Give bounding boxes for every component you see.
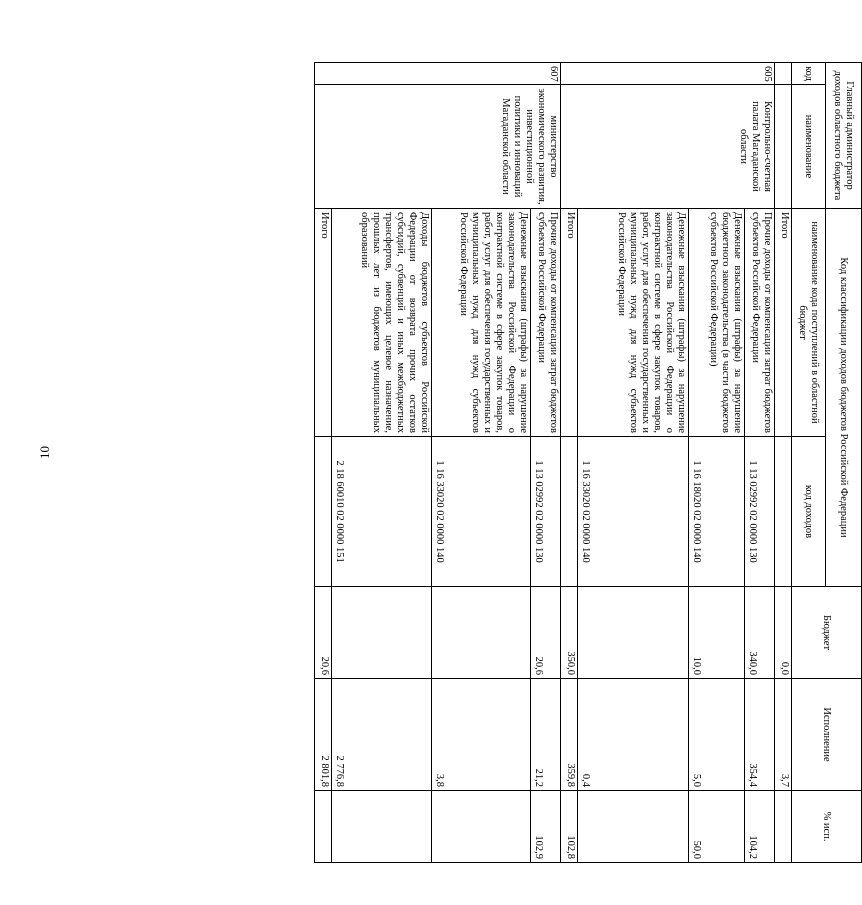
header-admin-group: Главный администратор доходов областного бюджета: [826, 63, 862, 209]
row-pct: [775, 791, 792, 863]
row-kbk: 1 13 02992 02 0000 130: [745, 437, 775, 587]
row-pct: 102,9: [530, 791, 560, 863]
row-kbk: 1 16 33020 02 0000 140: [577, 437, 689, 587]
table-row: [745, 63, 775, 863]
row-kbk: 1 16 18020 02 0000 140: [689, 437, 745, 587]
row-name: Прочие доходы от компенсации затрат бюджетов субъектов Российской Федерации: [745, 209, 775, 437]
row-pct: 50,0: [689, 791, 745, 863]
table-row: [775, 63, 792, 863]
row-pct: 104,2: [745, 791, 775, 863]
header-budget: Бюджет: [792, 587, 862, 679]
row-kbk: 2 18 60010 02 0000 151: [331, 437, 432, 587]
row-budget: 350,0: [560, 587, 577, 679]
row-name: Денежные взыскания (штрафы) за нарушение законодательства Российской Федерации о контрактной системе в сфере закупок товаров, работ, услуг для обеспечения государственных и муниципальных нужд для нужд субъектов Российской Федерации: [577, 209, 689, 437]
header-classification-group: Код классификации доходов бюджетов Российской Федерации: [826, 209, 862, 587]
row-budget: 0,0: [775, 587, 792, 679]
row-budget: 20,6: [315, 587, 332, 679]
page-number: 10: [37, 446, 52, 459]
row-budget: 340,0: [745, 587, 775, 679]
row-exec: 3,7: [775, 679, 792, 791]
row-exec: 2 801,8: [315, 679, 332, 791]
row-budget: 20,6: [530, 587, 560, 679]
row-kbk: 1 13 02992 02 0000 130: [530, 437, 560, 587]
header-admin-code: код: [792, 63, 826, 85]
row-admin: Контрольно-счетная палата Магаданской области: [560, 85, 774, 209]
row-pct: [432, 791, 530, 863]
row-pct: [315, 791, 332, 863]
row-exec: 354,4: [745, 679, 775, 791]
table-row: [530, 63, 560, 863]
row-name: Денежные взыскания (штрафы) за нарушение бюджетного законодательства (в части бюджетов субъектов Российской Федерации): [689, 209, 745, 437]
rotated-table-frame: [62, 62, 856, 862]
row-admin: [775, 85, 792, 209]
row-name: Денежные взыскания (штрафы) за нарушение законодательства Российской Федерации о контрактной системе в сфере закупок товаров, работ, услуг для обеспечения государственных и муниципальных нужд для нужд субъектов Российской Федерации: [432, 209, 530, 437]
revenue-table: [314, 62, 862, 863]
row-exec: 21,2: [530, 679, 560, 791]
row-pct: [331, 791, 432, 863]
row-total-label: Итого: [775, 209, 792, 437]
header-income-code: код доходов: [792, 437, 826, 587]
row-budget: [331, 587, 432, 679]
row-admin: министерство экономического развития, инвестиционной политики и инноваций Магаданской области: [315, 85, 561, 209]
row-exec: 359,8: [560, 679, 577, 791]
header-execution: Исполнение: [792, 679, 862, 791]
row-code: [775, 63, 792, 85]
row-code: 607: [315, 63, 561, 85]
row-kbk: [315, 437, 332, 587]
row-name: Доходы бюджетов субъектов Российской Федерации от возврата прочих остатков субсидий, субвенций и иных межбюджетных трансфертов, имеющих целевое назначение, прошлых лет из бюджетов муниципальных образований: [331, 209, 432, 437]
row-budget: 10,0: [689, 587, 745, 679]
row-exec: 0,4: [577, 679, 689, 791]
row-pct: [577, 791, 689, 863]
row-exec: 5,0: [689, 679, 745, 791]
row-code: 605: [560, 63, 774, 85]
header-income-name: наименование кода поступлений в областной бюджет: [792, 209, 826, 437]
header-admin-name: наименование: [792, 85, 826, 209]
row-kbk: [775, 437, 792, 587]
row-kbk: 1 16 33020 02 0000 140: [432, 437, 530, 587]
row-kbk: [560, 437, 577, 587]
row-total-label: Итого: [560, 209, 577, 437]
row-budget: [577, 587, 689, 679]
header-percent: % исп.: [792, 791, 862, 863]
row-exec: 3,8: [432, 679, 530, 791]
row-budget: [432, 587, 530, 679]
row-name: Прочие доходы от компенсации затрат бюджетов субъектов Российской Федерации: [530, 209, 560, 437]
row-exec: 2 776,8: [331, 679, 432, 791]
row-total-label: Итого: [315, 209, 332, 437]
row-pct: 102,8: [560, 791, 577, 863]
